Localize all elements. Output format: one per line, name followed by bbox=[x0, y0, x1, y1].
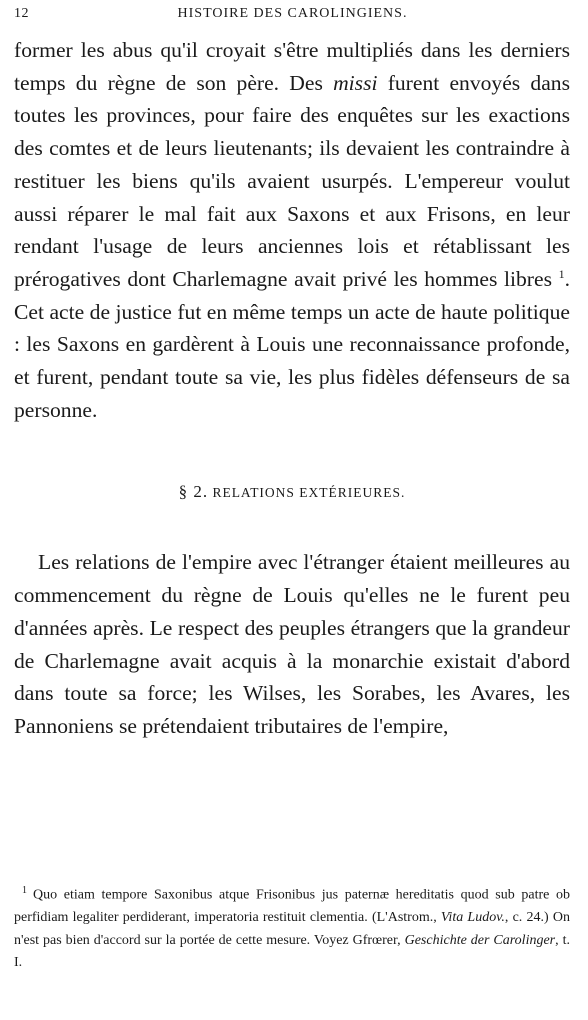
paragraph-continued bbox=[14, 34, 570, 426]
footnote-number: 1 bbox=[22, 885, 27, 896]
footnote-block bbox=[14, 880, 570, 975]
footnote-vita-title: Vita Ludov. bbox=[440, 910, 505, 926]
paragraph-relations: Les relations de l'empire avec l'étranger étaient meilleures au commencement du règne de Louis qu'elles ne le furent peu d'années après. Le respect des peuples étrangers que la grandeur de Charlemagne avait acquis à la monarchie existait d'abord dans toute sa force; les Wilses, les Sorabes, les Avares, les Pannoniens se prétendaient tributaires de l'empire, bbox=[14, 550, 570, 738]
page-header bbox=[14, 6, 570, 28]
section-title: RELATIONS EXTÉRIEURES. bbox=[212, 485, 406, 501]
footnote-work-title: Geschichte der Carolinger bbox=[404, 932, 556, 948]
footnote-text-b: , c. 24.) On n'est pas bien d'accord sur la portée de cette mesure. Voyez Gfrœrer, bbox=[14, 910, 570, 948]
page-number: 12 bbox=[14, 6, 29, 21]
running-title: HISTOIRE DES CAROLINGIENS. bbox=[177, 6, 408, 21]
footnote-reference[interactable]: 1 bbox=[558, 266, 565, 281]
footnote-text-a: Quo etiam tempore Saxonibus atque Frisonibus jus paternæ hereditatis quod sub patre ob perfidiam legaliter perdiderant, imperatoria restituit clementia. (L'Astrom., bbox=[14, 887, 570, 926]
para1-text-a: former les abus qu'il croyait s'être multipliés dans les derniers temps du règne de son père. Des bbox=[14, 38, 570, 95]
para1-text-b: furent envoyés dans toutes les provinces, pour faire des enquêtes sur les exactions des comtes et de leurs lieutenants; ils devaient les contraindre à restituer les biens qu'ils avaient usurpés. L'empereur voulut aussi réparer le mal fait aux Saxons et aux Frisons, en leur rendant l'usage de leurs anciennes lois et rétablissant les prérogatives dont Charlemagne avait privé les hommes libres bbox=[14, 70, 570, 291]
para1-text-c: . Cet acte de justice fut en même temps un acte de haute politique : les Saxons en gardèrent à Louis une reconnaissance profonde, et furent, pendant toute sa vie, les plus fidèles défenseurs de sa personne. bbox=[14, 266, 570, 422]
footnote-text-c: , t. I. bbox=[14, 932, 570, 971]
section-number: § 2. bbox=[178, 482, 209, 502]
missi-term: missi bbox=[333, 70, 378, 95]
section-heading bbox=[14, 482, 570, 502]
